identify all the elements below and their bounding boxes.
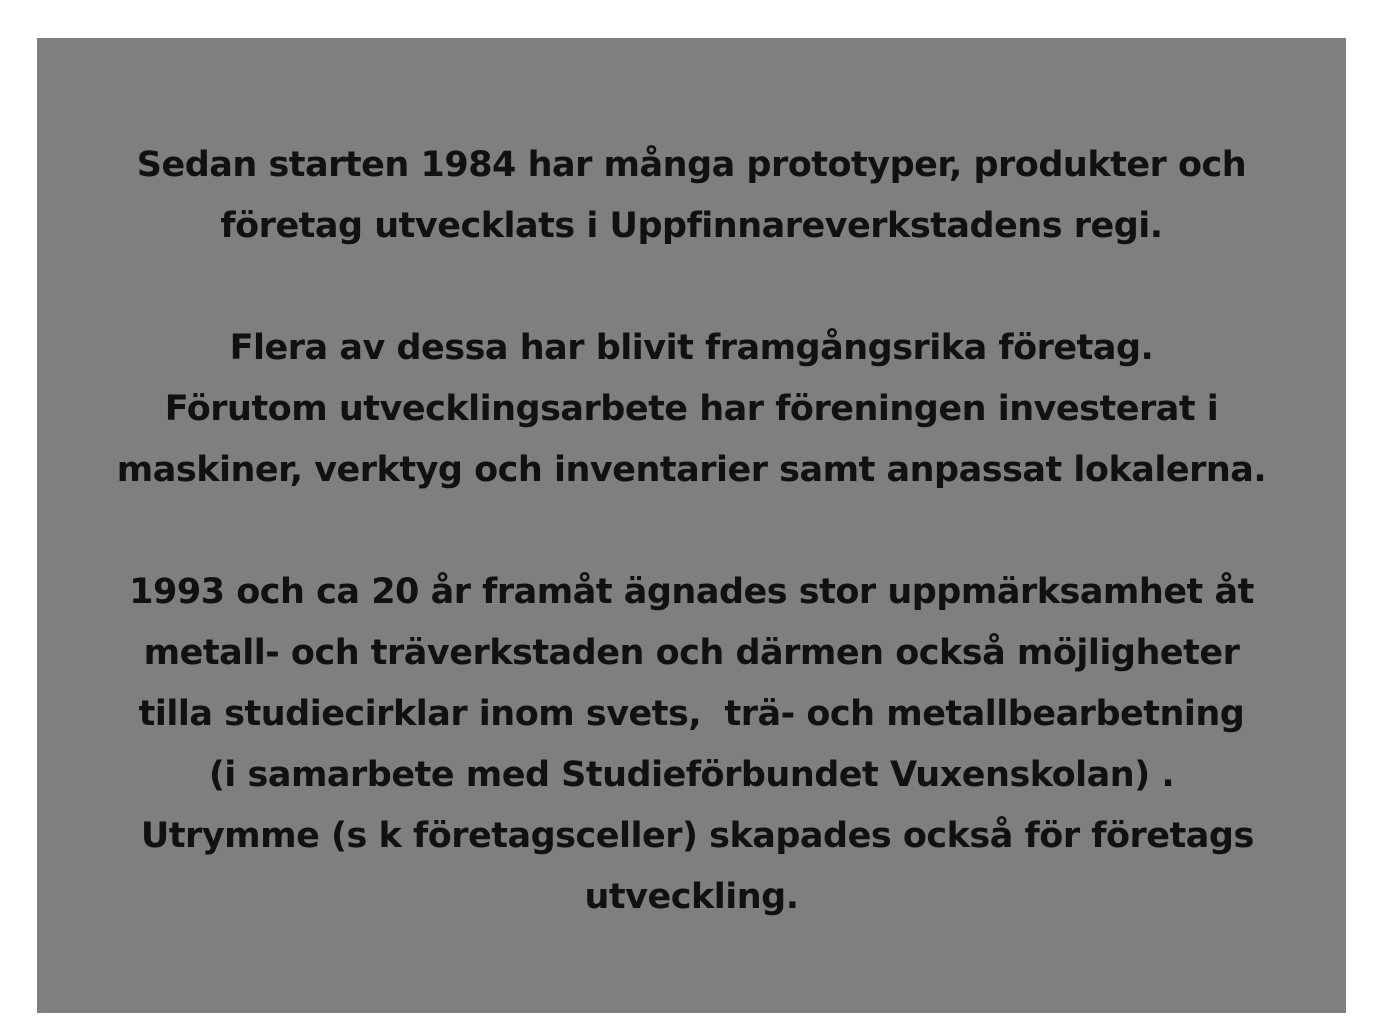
- text-line: maskiner, verktyg och inventarier samt anpassat lokalerna.: [116, 450, 1267, 490]
- text-line: företag utvecklats i Uppfinnareverkstadens regi.: [220, 206, 1163, 246]
- text-line: 1993 och ca 20 år framåt ägnades stor uppmärksamhet åt: [129, 572, 1254, 612]
- text-line: tilla studiecirklar inom svets, trä- och metallbearbetning: [138, 694, 1245, 734]
- paragraph-investments: [37, 318, 1346, 501]
- text-line: metall- och träverkstaden och därmen också möjligheter: [143, 633, 1240, 673]
- paragraph-spacer: [37, 257, 1346, 318]
- paragraph-history: [37, 135, 1346, 257]
- text-line: Flera av dessa har blivit framgångsrika företag.: [229, 328, 1154, 368]
- paragraph-spacer: [37, 501, 1346, 562]
- text-line: (i samarbete med Studieförbundet Vuxenskolan) .: [208, 755, 1175, 795]
- text-line: Utrymme (s k företagsceller) skapades också för företags: [129, 816, 1254, 856]
- text-line: utveckling.: [584, 877, 799, 917]
- paragraph-workshop: [37, 562, 1346, 928]
- text-line: Förutom utvecklingsarbete har föreningen investerat i: [164, 389, 1219, 429]
- text-block: [37, 135, 1346, 928]
- text-line: Sedan starten 1984 har många prototyper, produkter och: [136, 145, 1247, 185]
- text-panel: [37, 38, 1346, 1013]
